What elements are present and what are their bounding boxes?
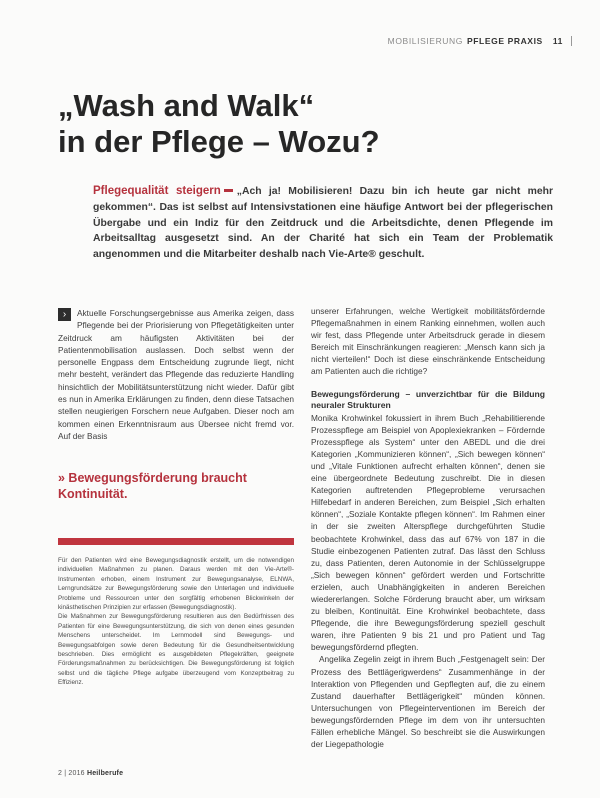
right-paragraph-2: Monika Krohwinkel fokussiert in ihrem Buch „Rehabilitierende Prozesspflege am Beispiel von Apoplexiekranken – Fördernde Prozesspflege als System“ unter den ABEDL und die drei Kategorien „Kommunizieren können“, „Sich bewegen können“ und „Vitale Funktionen aufrecht erhalten können“, denen sie eine übergeordnete Bedeutung zuschreibt. Die in diesen Kategorien auftretenden Pflegeprobleme verursachen Hilfebedarf in anderen Bereichen, zum Beispiel „Sich erhalten können“, „Soziale Kontakte pflegen können“. Im Rahmen einer in der sie zweiten Alterspflege durchgeführten Studie beobachtete Krohwinkel, dass das auf 67% von 187 in die Studie einbezogenen Patienten zutraf. Das lässt den Schluss zu, dass Patienten, deren Autonomie in der Schlüsselgruppe „Sich bewegen können“ gefördert werden und Fortschritte erzielen, auch Unabhängigkeiten in anderen Bereichen wiedererlangen. Solche Förderung braucht aber, um wirksam zu bleiben, Kontinuität. Eine Krohwinkel beobachtete, dass Pflegende, die ihre Bewegungsförderung speziell geschult waren, ihre Patienten 9 bis 21 und pro Patient und Tag bewegungsfördernd pflegten. [311, 412, 545, 653]
right-column [311, 305, 545, 750]
header-divider [571, 36, 572, 46]
page-footer [58, 770, 123, 777]
pull-quote: » Bewegungsförderung braucht Kontinuität. [58, 471, 247, 501]
running-header [388, 36, 572, 46]
arrow-icon: › [58, 308, 71, 321]
right-paragraph-3: Angelika Zegelin zeigt in ihrem Buch „Festgenagelt sein: Der Prozess des Bettlägerigwerdens“ Zusammenhänge in der Interaktion von Pflegenden und Gepflegten auf, die zu einem Zustand dauerhafter Bettlägerigkeit“ münden können. Untersuchungen von Pflegeinterventionen im Bereich der bewegungsfördernden Pflege im dem von ihr untersuchten Fällen erhebliche Mängel. So beschreibt sie die Auswirkungen der Liegepathologie [311, 654, 545, 750]
title-line-1: „Wash and Walk“ [58, 88, 315, 123]
title-line-2: in der Pflege – Wozu? [58, 124, 380, 159]
lead-kicker: Pflegequalität steigern [93, 185, 221, 197]
left-column [58, 307, 294, 442]
lead-text: „Ach ja! Mobilisieren! Dazu bin ich heute gar nicht mehr gekommen“. Das ist selbst auf Intensivstationen eine häufige Antwort bei der pflegerischen Übergabe und ein Indiz für den Zeitdruck und die Arbeitsdichte, denen Pflegende im Arbeitsalltag ausgesetzt sind. An der Charité hat sich ein Team der Problematik angenommen und die Mitarbeiter deshalb nach Vie-Arte® geschult. [93, 186, 553, 261]
section-label: MOBILISIERUNG [387, 36, 463, 46]
info-box [58, 556, 294, 688]
issue-label: 2 | 2016 [58, 770, 85, 777]
left-column-text: Aktuelle Forschungsergebnisse aus Amerika zeigen, dass Pflegende bei der Priorisierung von Pflegetätigkeiten unter Zeitdruck am häufigsten Aktivitäten bei der Patientenmobilisation auslassen. Doch selbst wenn der personelle Engpass dem Entscheidung zugrunde liegt, nicht mehr besteht, verändert das Pflegende das reduzierte Handling hinsichtlich der Mobilitätsunterstützung nicht wieder. Dafür gibt es nun in Amerika Erklärungen zu finden, denn diese Tatsachen stellen neugierigen Forschern neue Aufgaben. Dieser noch am kommen einen Erkenntnisraum aus Übersee nicht fremd vor. Auf der Basis [58, 308, 294, 441]
kicker-marker [224, 189, 233, 192]
article-lead [93, 184, 553, 263]
article-title [58, 88, 578, 160]
right-paragraph-1: unserer Erfahrungen, welche Wertigkeit mobilitätsfördernde Pflegemaßnahmen in einem Ranking einnehmen, wollen auch wir fest, dass Pflegende unter Arbeitsdruck gerade in diesem Bereich mit Einschränkungen reagieren: „Mensch kann sich ja nicht vierteilen!“ Doch ist diese einschränkende Entscheidung am Patienten auch die richtige? [311, 306, 545, 377]
pull-quote-rule [58, 538, 294, 545]
info-box-paragraph-2: Die Maßnahmen zur Bewegungsförderung resultieren aus den Bedürfnissen des Patienten für eine Bewegungsunterstützung, die sich von denen eines gesunden Menschens unterscheidet. Im Lernmodell sind Bewegungs- und Bewegungsabfolgen sowie deren Bedeutung für die Gesundheitsentwicklung beschrieben. Dies ermöglicht es ausgebildeten Pflegekräften, geeignete Förderungsmaßnahmen zu berücksichtigen. Die Bewegungsförderung ist folglich selbst und die tägliche Pflege aufgabe überzeugend vom Konzeptbeitrag zu Effizienz. [58, 613, 294, 687]
section-heading: Bewegungsförderung – unverzichtbar für die Bildung neuraler Strukturen [311, 388, 545, 410]
page-number: 11 [552, 36, 563, 46]
info-box-paragraph-1: Für den Patienten wird eine Bewegungsdiagnostik erstellt, um die notwendigen individuellen Maßnahmen zu planen. Daraus werden mit den Vie-Arte®-Instrumenten erhoben, einem Instrument zur Bewegungsanalyse, ELNWA, Lerngrundsätze zur Bewegungsförderung sowie den Unterlagen und individuelle Probleme und Ressourcen unter den sorgfältig erhobenen Blickwinkeln der kinästhetischen Prinzipien zur erfassen (Bewegungsdiagnostik). [58, 557, 294, 612]
publication-name: Heilberufe [86, 770, 124, 777]
rubric-label: PFLEGE PRAXIS [467, 36, 543, 46]
